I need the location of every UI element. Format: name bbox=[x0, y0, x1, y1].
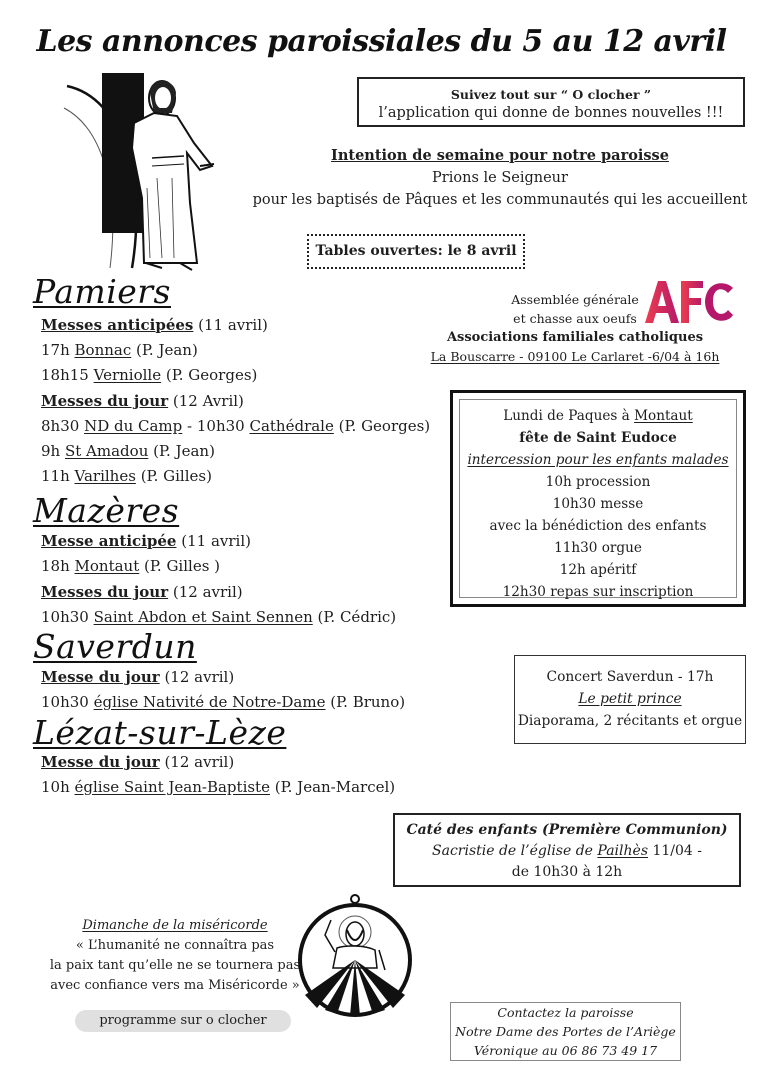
lezat-line-2: 10h église Saint Jean-Baptiste (P. Jean-Marcel) bbox=[41, 778, 396, 796]
afc-org-name: Associations familiales catholiques bbox=[446, 330, 704, 345]
intention-line-2: pour les baptisés de Pâques et les communautés qui les accueillent bbox=[252, 192, 748, 208]
mazeres-line-4: 10h30 Saint Abdon et Saint Sennen (P. Cédric) bbox=[41, 608, 397, 626]
risen-christ-illustration-icon bbox=[62, 68, 227, 278]
city-heading-pamiers: Pamiers bbox=[33, 272, 171, 311]
contact-line-1: Contactez la paroisse bbox=[497, 1005, 634, 1020]
lezat-line-1: Messe du jour (12 avril) bbox=[41, 753, 235, 771]
cate-line-3: de 10h30 à 12h bbox=[511, 864, 623, 880]
misericorde-line-1: « L’humanité ne connaîtra pas bbox=[75, 938, 275, 953]
lundi-de-paques-montaut-box bbox=[450, 390, 746, 607]
programme-o-clocher-button[interactable]: programme sur o clocher bbox=[75, 1010, 291, 1032]
misericorde-section bbox=[40, 916, 310, 996]
afc-line-2: et chasse aux oeufs bbox=[513, 311, 637, 326]
montaut-item: 11h30 orgue bbox=[554, 540, 642, 556]
app-box-heading: Suivez tout sur “ O clocher ” bbox=[450, 87, 652, 102]
pamiers-line-5: 8h30 ND du Camp - 10h30 Cathédrale (P. Georges) bbox=[41, 417, 431, 435]
city-heading-mazeres: Mazères bbox=[33, 491, 180, 530]
montaut-line-1: Lundi de Paques à Montaut bbox=[503, 408, 693, 424]
montaut-item: 12h30 repas sur inscription bbox=[502, 584, 694, 600]
concert-line-1: Concert Saverdun - 17h bbox=[546, 669, 714, 685]
misericorde-line-2: la paix tant qu’elle ne se tournera pas bbox=[49, 958, 301, 973]
montaut-item: 10h30 messe bbox=[552, 496, 644, 512]
city-heading-lezat: Lézat-sur-Lèze bbox=[33, 713, 287, 752]
montaut-line-2: fête de Saint Eudoce bbox=[519, 430, 677, 446]
cate-line-2: Sacristie de l’église de Pailhès 11/04 - bbox=[432, 843, 702, 859]
pamiers-line-7: 11h Varilhes (P. Gilles) bbox=[41, 467, 212, 485]
page-title: Les annonces paroissiales du 5 au 12 avril bbox=[36, 24, 727, 59]
weekly-intention bbox=[250, 145, 750, 211]
mazeres-line-3: Messes du jour (12 avril) bbox=[41, 583, 243, 601]
concert-line-2: Le petit prince bbox=[578, 691, 682, 707]
intention-heading: Intention de semaine pour notre paroisse bbox=[331, 147, 669, 164]
contact-phone: Véronique au 06 86 73 49 17 bbox=[473, 1043, 658, 1058]
mazeres-line-1: Messe anticipée (11 avril) bbox=[41, 532, 251, 550]
concert-line-3: Diaporama, 2 récitants et orgue bbox=[517, 713, 743, 729]
contact-line-2: Notre Dame des Portes de l’Ariège bbox=[455, 1024, 676, 1039]
divine-mercy-medallion-icon bbox=[295, 890, 415, 1018]
concert-saverdun-box bbox=[514, 655, 746, 744]
saverdun-line-2: 10h30 église Nativité de Notre-Dame (P. Bruno) bbox=[41, 693, 406, 711]
afc-logo-icon bbox=[643, 279, 735, 325]
intention-line-1: Prions le Seigneur bbox=[432, 170, 568, 186]
pamiers-line-4: Messes du jour (12 Avril) bbox=[41, 392, 244, 410]
pamiers-line-2: 17h Bonnac (P. Jean) bbox=[41, 341, 198, 359]
montaut-item: avec la bénédiction des enfants bbox=[489, 518, 707, 534]
pamiers-line-1: Messes anticipées (11 avril) bbox=[41, 316, 268, 334]
tables-ouvertes-box: Tables ouvertes: le 8 avril bbox=[307, 234, 525, 269]
pamiers-line-3: 18h15 Verniolle (P. Georges) bbox=[41, 366, 258, 384]
cate-enfants-box bbox=[393, 813, 741, 887]
montaut-line-3: intercession pour les enfants malades bbox=[467, 452, 729, 468]
afc-address: La Bouscarre - 09100 Le Carlaret -6/04 à 16h bbox=[430, 349, 720, 364]
pamiers-line-6: 9h St Amadou (P. Jean) bbox=[41, 442, 215, 460]
misericorde-line-3: avec confiance vers ma Miséricorde » bbox=[50, 978, 300, 993]
saverdun-line-1: Messe du jour (12 avril) bbox=[41, 668, 235, 686]
misericorde-heading: Dimanche de la miséricorde bbox=[82, 918, 268, 933]
city-heading-saverdun: Saverdun bbox=[33, 627, 197, 666]
afc-line-1: Assemblée générale bbox=[511, 292, 639, 307]
contact-paroisse-box bbox=[450, 1002, 681, 1061]
cate-line-1: Caté des enfants (Première Communion) bbox=[406, 822, 728, 838]
montaut-item: 10h procession bbox=[545, 474, 651, 490]
app-box-subtext: l’application qui donne de bonnes nouvelles !!! bbox=[378, 105, 724, 121]
montaut-item: 12h apéritf bbox=[559, 562, 637, 578]
mazeres-line-2: 18h Montaut (P. Gilles ) bbox=[41, 557, 221, 575]
o-clocher-app-box bbox=[357, 77, 745, 127]
